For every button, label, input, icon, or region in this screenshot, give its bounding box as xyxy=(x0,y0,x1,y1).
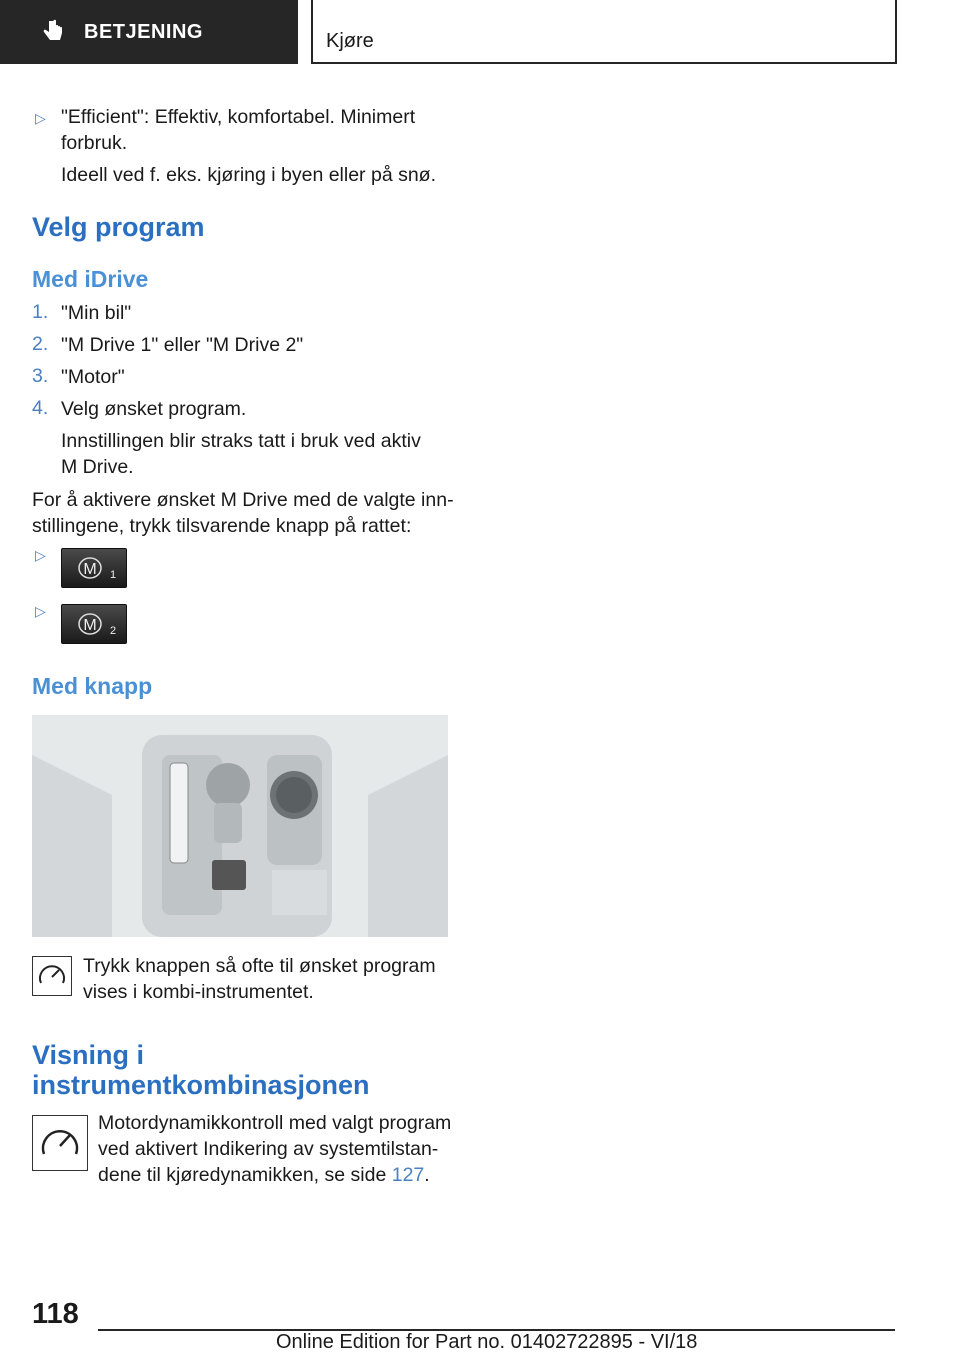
speedometer-icon xyxy=(32,956,72,996)
step-number: 1. xyxy=(32,301,49,323)
m2-sub: 2 xyxy=(110,625,117,637)
knapp-text: vises i kombi-instrumentet. xyxy=(83,981,314,1003)
center-console-image xyxy=(32,715,448,937)
m2-label: M xyxy=(83,617,97,634)
page-number: 118 xyxy=(32,1298,79,1330)
m1-button-icon xyxy=(61,548,127,588)
step-number: 4. xyxy=(32,397,49,419)
page-link[interactable]: 127 xyxy=(391,1164,425,1186)
paragraph: For å aktivere ønsket M Drive med de valgte inn- xyxy=(32,489,454,511)
heading-med-knapp: Med knapp xyxy=(32,673,153,699)
bullet-triangle-icon: ▷ xyxy=(35,110,46,126)
heading-visning: instrumentkombinasjonen xyxy=(32,1070,370,1100)
speedometer-icon xyxy=(32,1115,88,1171)
bullet-text: forbruk. xyxy=(61,132,128,154)
chapter-box xyxy=(311,0,897,64)
heading-visning: Visning i xyxy=(32,1040,145,1070)
step-number: 3. xyxy=(32,365,49,387)
m1-label: M xyxy=(83,561,97,578)
step-number: 2. xyxy=(32,333,49,355)
section-title: BETJENING xyxy=(84,20,203,43)
heading-velg-program: Velg program xyxy=(32,212,205,242)
step-text: "Min bil" xyxy=(61,302,132,324)
step-note: Innstillingen blir straks tatt i bruk ved aktiv xyxy=(61,430,421,452)
heading-med-idrive: Med iDrive xyxy=(32,266,149,292)
section-tab xyxy=(0,0,298,64)
visning-text: dene til kjøredynamikken, se side 127. xyxy=(98,1164,430,1186)
knapp-text: Trykk knappen så ofte til ønsket program xyxy=(83,955,436,977)
visning-text: ved aktivert Indikering av systemtilstan- xyxy=(98,1138,439,1160)
paragraph: stillingene, trykk tilsvarende knapp på rattet: xyxy=(32,515,412,537)
bullet-triangle-icon: ▷ xyxy=(35,547,46,563)
bullet-note: Ideell ved f. eks. kjøring i byen eller på snø. xyxy=(61,164,437,186)
edition-text: Online Edition for Part no. 01402722895 - VI/18 xyxy=(276,1331,698,1353)
hand-pointer-icon xyxy=(40,19,66,45)
step-text: Velg ønsket program. xyxy=(61,398,247,420)
m1-sub: 1 xyxy=(110,569,117,581)
step-text: "Motor" xyxy=(61,366,125,388)
step-text: "M Drive 1" eller "M Drive 2" xyxy=(61,334,304,356)
m2-button-icon xyxy=(61,604,127,644)
visning-text: Motordynamikkontroll med valgt program xyxy=(98,1112,452,1134)
bullet-triangle-icon: ▷ xyxy=(35,603,46,619)
bullet-text: "Efficient": Effektiv, komfortabel. Minimert xyxy=(61,106,416,128)
step-note: M Drive. xyxy=(61,456,134,478)
chapter-title: Kjøre xyxy=(326,30,374,52)
